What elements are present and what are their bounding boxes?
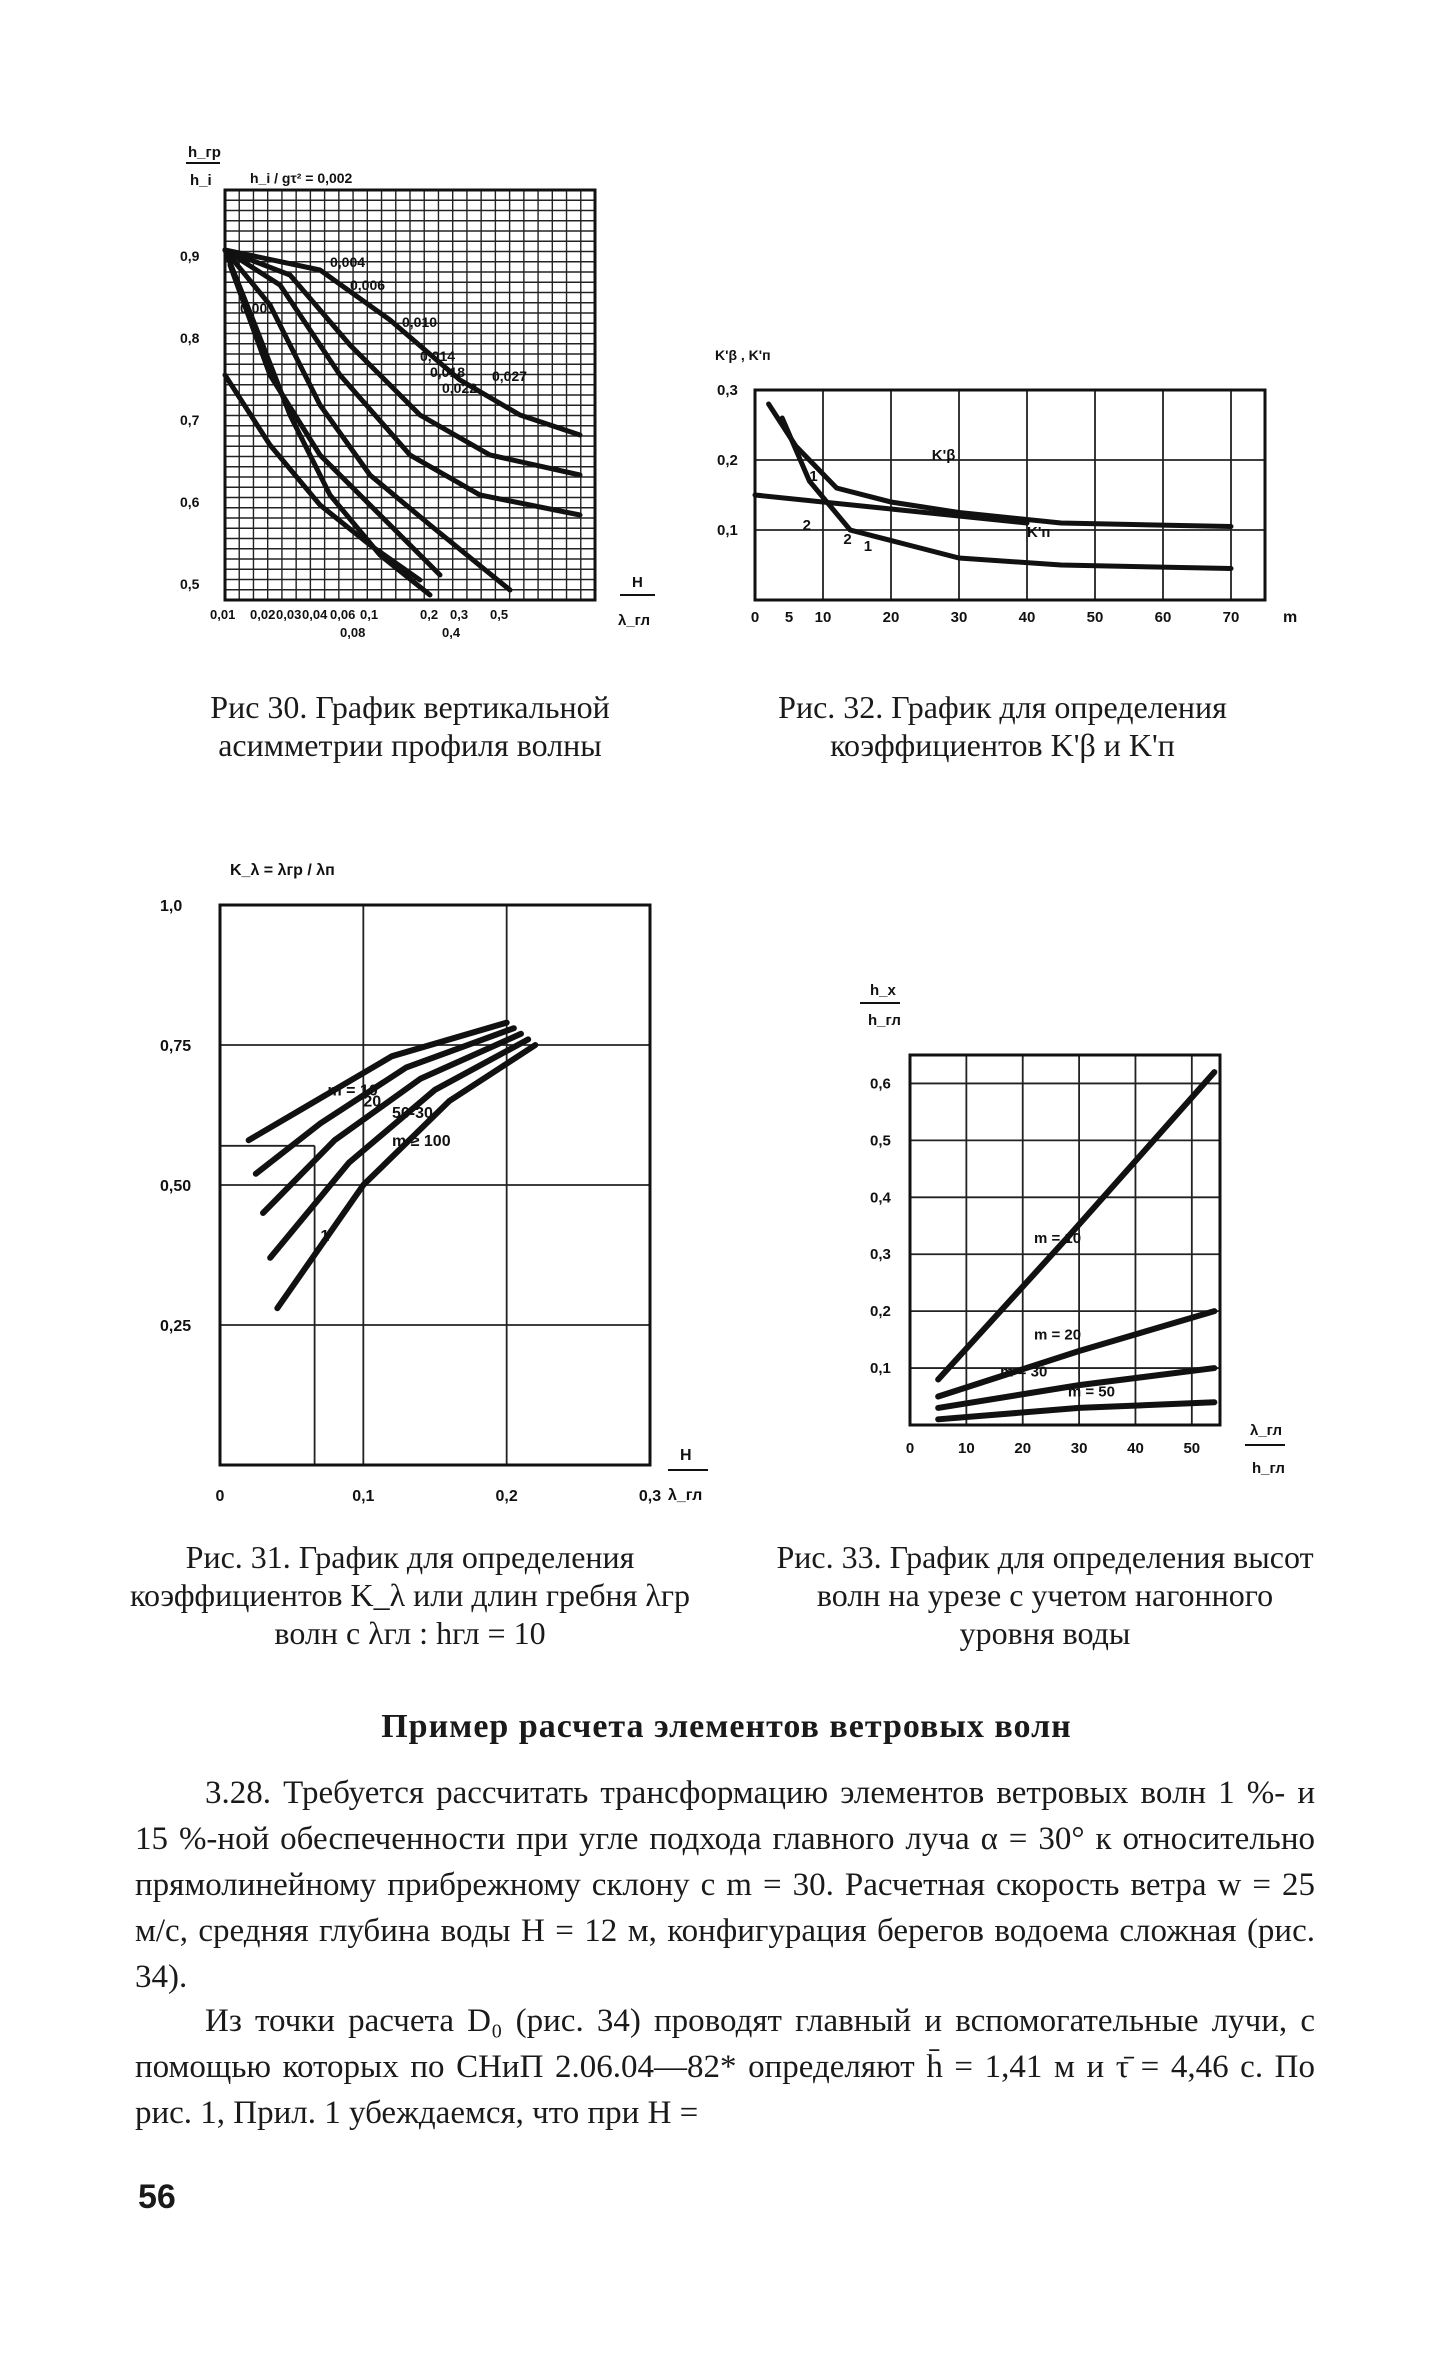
fig32-x-tick: 10 <box>814 609 832 626</box>
fig30-curve-label: 0,010 <box>402 314 438 330</box>
section-heading: Пример расчета элементов ветровых волн <box>381 1708 1072 1745</box>
fig30-x-tick: 0,2 <box>420 607 439 622</box>
fig30-y-label-num: h_гр <box>188 144 221 161</box>
fig33-curve-m50 <box>938 1402 1214 1419</box>
fig33-y-label-den: h_гл <box>868 1012 901 1029</box>
fig30-x-tick: 0,03 <box>276 607 302 622</box>
fig33-curve-label: m = 50 <box>1067 1383 1115 1401</box>
fig32-x-tick: 30 <box>950 609 968 626</box>
fig30-curve-label: 0,022 <box>442 380 478 396</box>
page-number: 56 <box>138 2178 176 2216</box>
fig33-y-label-num: h_x <box>870 982 896 999</box>
paragraph-1: 3.28. Требуется рассчитать трансформацию элементов ветровых волн 1 %- и 15 %-ной обеспеченности при угле подхода главного луча α = 30° к относительно прямолинейному прибрежному склону с m = 30. Расчетная скорость ветра w = 25 м/с, средняя глубина воды H = 12 м, конфигурация берегов водоема сложная (рис. 34). <box>135 1775 1315 1995</box>
fig33-y-tick: 0,3 <box>870 1246 891 1264</box>
fig31-y-tick: 0,25 <box>160 1318 192 1335</box>
fig30-y-tick: 0,7 <box>180 412 200 428</box>
fig30-x-tick: 0,04 <box>302 607 328 622</box>
fig32-x-tick: 5 <box>784 609 794 626</box>
fig32-x-tick: 20 <box>882 609 900 626</box>
fig32-curve-label: 1 <box>809 468 818 485</box>
fig33-x-tick: 10 <box>958 1440 975 1457</box>
fig30-x-tick: 0,02 <box>250 607 276 622</box>
fig33-y-tick: 0,5 <box>870 1132 891 1150</box>
figure-31-chart <box>160 835 730 1525</box>
fig31-x-tick: 0,1 <box>352 1488 375 1505</box>
fig31-curve-label: m ≥ 100 <box>392 1132 451 1150</box>
fig32-curve-kb <box>769 404 1231 527</box>
fig30-curve <box>225 250 580 435</box>
figure-31-caption: Рис. 31. График для определения коэффициентов K_λ или длин гребня λгр волн с λгл : hгл = 10 <box>130 1539 690 1651</box>
fig33-x-label-num: λ_гл <box>1250 1422 1283 1439</box>
fig31-x-tick: 0,3 <box>638 1488 662 1505</box>
fig30-curve-label: 0,006 <box>350 277 386 293</box>
fig30-curve-label: 0,027 <box>492 368 528 384</box>
fig30-x-tick-lower: 0,4 <box>442 625 461 640</box>
fig33-y-tick: 0,1 <box>870 1360 891 1378</box>
fig32-y-label: K'β , K'п <box>715 347 771 363</box>
fig30-param-label: h_i / gτ² = 0,002 <box>250 170 353 186</box>
fig31-curve-label: m = 10 <box>327 1082 378 1100</box>
fig30-x-label-den: λ_гл <box>618 612 651 629</box>
fig31-y-tick: 0,75 <box>160 1038 192 1055</box>
fig30-x-tick: 0,1 <box>360 607 379 622</box>
fig30-x-tick: 0,5 <box>490 607 509 622</box>
fig30-x-label-num: H <box>632 574 643 591</box>
fig32-x-tick: 70 <box>1222 609 1240 626</box>
fig33-y-tick: 0,4 <box>870 1189 891 1207</box>
fig30-y-label-den: h_i <box>190 172 212 189</box>
fig33-y-tick: 0,2 <box>870 1303 891 1321</box>
fig31-curve-label: 1 <box>320 1228 330 1245</box>
fig30-x-tick: 0,06 <box>330 607 356 622</box>
paragraph-2: Из точки расчета D₀ (рис. 34) проводят главный и вспомогательные лучи, с помощью которых по СНиП 2.06.04—82* определяют h̄ = 1,41 м и τ̄ = 4,46 с. По рис. 1, Прил. 1 убеждаемся, что при H = <box>135 2003 1315 2131</box>
fig31-curve-label: 50-30 <box>392 1104 433 1122</box>
fig31-x-tick: 0,2 <box>495 1488 518 1505</box>
fig30-curve-label: 0,014 <box>420 348 456 364</box>
figure-32-chart <box>715 330 1305 630</box>
fig33-x-label-den: h_гл <box>1252 1460 1285 1477</box>
fig31-x-label-den: λ_гл <box>668 1487 703 1504</box>
fig32-y-tick: 0,2 <box>717 452 738 469</box>
fig32-curve-label: 2 <box>802 517 811 534</box>
fig33-y-tick: 0,6 <box>870 1075 891 1093</box>
fig33-curve-label: m = 10 <box>1034 1229 1082 1247</box>
fig31-curve-label: 20 <box>363 1093 382 1111</box>
fig30-curve-label: 0,004 <box>330 254 366 270</box>
figure-30-chart <box>180 135 680 655</box>
figure-33-chart <box>830 975 1320 1495</box>
fig33-x-tick: 50 <box>1183 1440 1201 1457</box>
fig32-y-tick: 0,1 <box>717 522 738 539</box>
fig32-curve-label: 2 <box>843 531 852 548</box>
fig32-x-tick: 0 <box>750 609 760 626</box>
fig30-x-tick-lower: 0,08 <box>340 625 366 640</box>
fig32-x-tick: 50 <box>1086 609 1104 626</box>
fig30-x-tick: 0,01 <box>210 607 236 622</box>
fig33-x-tick: 40 <box>1127 1440 1144 1457</box>
fig30-y-tick: 0,8 <box>180 330 200 346</box>
fig32-x-tick: 40 <box>1018 609 1036 626</box>
figure-30-caption: Рис 30. График вертикальной асимметрии профиля волны <box>210 689 610 763</box>
fig32-curve-label: K'β <box>931 447 956 464</box>
fig31-y-label: K_λ = λгр / λп <box>230 862 335 879</box>
fig31-curve <box>277 1045 535 1308</box>
fig30-y-tick: 0,9 <box>180 248 200 264</box>
fig32-y-tick: 0,3 <box>717 382 738 399</box>
fig33-x-tick: 0 <box>905 1440 915 1457</box>
fig31-x-label-num: H <box>680 1447 692 1464</box>
fig33-x-tick: 30 <box>1070 1440 1088 1457</box>
fig30-curve-label: 0,001 <box>240 300 276 316</box>
fig30-y-tick: 0,5 <box>180 576 200 592</box>
fig31-curve <box>249 1023 507 1141</box>
fig31-y-tick: 0,50 <box>160 1178 192 1195</box>
fig31-y-tick: 1,0 <box>160 898 183 915</box>
fig32-curve-label: 1 <box>863 538 873 555</box>
fig32-x-unit: m <box>1283 609 1298 626</box>
fig32-x-tick: 60 <box>1154 609 1172 626</box>
fig31-x-tick: 0 <box>215 1488 225 1505</box>
fig33-curve-label: m = 30 <box>1000 1363 1048 1381</box>
figure-33-caption: Рис. 33. График для определения высот волн на урезе с учетом нагонного уровня воды <box>776 1539 1314 1651</box>
fig33-curve-label: m = 20 <box>1034 1326 1082 1344</box>
fig30-curve-label: 0,018 <box>430 364 466 380</box>
figure-32-caption: Рис. 32. График для определения коэффициентов K'β и K'п <box>778 689 1227 763</box>
fig30-x-tick: 0,3 <box>450 607 469 622</box>
fig33-x-tick: 20 <box>1014 1440 1032 1457</box>
fig32-curve-label: K'п <box>1027 524 1051 541</box>
fig30-y-tick: 0,6 <box>180 494 200 510</box>
